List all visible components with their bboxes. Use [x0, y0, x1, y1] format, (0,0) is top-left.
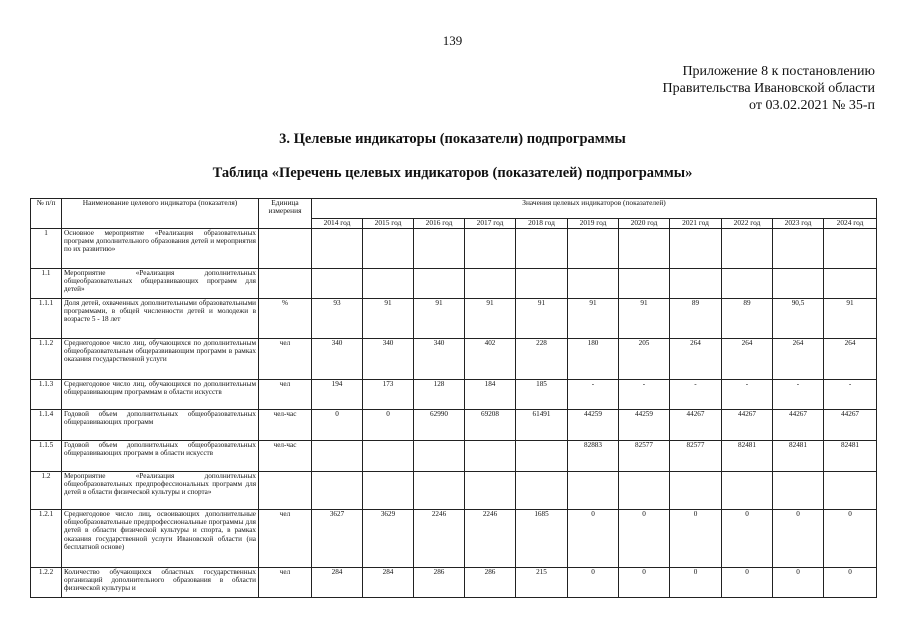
row-value [824, 269, 877, 299]
row-value: 91 [824, 299, 877, 339]
row-value: 82481 [722, 441, 773, 472]
header-year: 2019 год [568, 219, 619, 229]
row-num: 1.2.1 [31, 510, 62, 568]
row-value: 0 [670, 568, 722, 598]
row-value: 91 [619, 299, 670, 339]
row-value: 44267 [722, 410, 773, 441]
row-value [722, 472, 773, 510]
row-value: 173 [363, 380, 414, 410]
row-num: 1.1.1 [31, 299, 62, 339]
row-value [516, 269, 568, 299]
header-year: 2023 год [773, 219, 824, 229]
row-value: 93 [312, 299, 363, 339]
row-unit: чел-час [259, 441, 312, 472]
row-value [722, 269, 773, 299]
row-value [363, 229, 414, 269]
row-value: 44267 [773, 410, 824, 441]
header-unit: Единица измерения [259, 199, 312, 229]
row-value: - [568, 380, 619, 410]
row-value [773, 229, 824, 269]
row-value: 3627 [312, 510, 363, 568]
table-row [31, 568, 877, 598]
row-value: 91 [465, 299, 516, 339]
row-value [312, 269, 363, 299]
page-number: 139 [442, 33, 463, 48]
row-value: 0 [619, 568, 670, 598]
row-value: 0 [824, 568, 877, 598]
indicators-table [30, 198, 877, 598]
row-num: 1.2 [31, 472, 62, 510]
header-year: 2017 год [465, 219, 516, 229]
row-value: 286 [414, 568, 465, 598]
row-value: 264 [722, 339, 773, 380]
row-name: Мероприятие «Реализация дополнительных общеобразовательных предпрофессиональных программ для детей в области физической культуры и спорта» [62, 472, 259, 510]
row-value [465, 269, 516, 299]
header-year: 2016 год [414, 219, 465, 229]
row-value: 82577 [670, 441, 722, 472]
row-value: 91 [568, 299, 619, 339]
row-value: 89 [670, 299, 722, 339]
row-value [312, 472, 363, 510]
row-value: 340 [414, 339, 465, 380]
row-value: 91 [414, 299, 465, 339]
row-value [773, 269, 824, 299]
row-value [568, 229, 619, 269]
table-row [31, 441, 877, 472]
row-name: Количество обучающихся областных государственных организаций дополнительного образования в области физической культуры и [62, 568, 259, 598]
row-value: 0 [568, 568, 619, 598]
row-value: - [773, 380, 824, 410]
row-value: 3629 [363, 510, 414, 568]
row-value [363, 441, 414, 472]
row-value: 0 [312, 410, 363, 441]
row-value [670, 472, 722, 510]
row-value: 0 [363, 410, 414, 441]
table-row [31, 510, 877, 568]
row-value [363, 472, 414, 510]
row-value: 228 [516, 339, 568, 380]
header-year: 2022 год [722, 219, 773, 229]
row-value [516, 229, 568, 269]
row-num: 1.1.3 [31, 380, 62, 410]
row-value [824, 472, 877, 510]
row-num: 1.2.2 [31, 568, 62, 598]
row-value [619, 472, 670, 510]
row-value: 0 [670, 510, 722, 568]
row-value: 264 [670, 339, 722, 380]
row-value: 194 [312, 380, 363, 410]
row-name: Основное мероприятие «Реализация образовательных программ дополнительного образования детей и мероприятия по их развитию» [62, 229, 259, 269]
row-value: 62990 [414, 410, 465, 441]
header-year: 2020 год [619, 219, 670, 229]
header-values: Значения целевых индикаторов (показателей) [312, 199, 877, 219]
row-value [465, 472, 516, 510]
row-value [414, 472, 465, 510]
row-value: 264 [773, 339, 824, 380]
row-num: 1.1.4 [31, 410, 62, 441]
appendix-line-2: Правительства Ивановской области [662, 81, 875, 96]
row-value [670, 269, 722, 299]
row-value: 82481 [824, 441, 877, 472]
row-value [619, 229, 670, 269]
row-unit: чел [259, 568, 312, 598]
row-value: 44267 [824, 410, 877, 441]
header-year: 2021 год [670, 219, 722, 229]
row-value: 91 [363, 299, 414, 339]
row-value: - [722, 380, 773, 410]
row-value: 402 [465, 339, 516, 380]
row-value: 82481 [773, 441, 824, 472]
row-value: 44259 [568, 410, 619, 441]
row-value: 340 [363, 339, 414, 380]
row-value [670, 229, 722, 269]
row-value [312, 441, 363, 472]
row-num: 1.1.5 [31, 441, 62, 472]
row-value: 61491 [516, 410, 568, 441]
row-value: 284 [312, 568, 363, 598]
row-value: 215 [516, 568, 568, 598]
row-value: 69208 [465, 410, 516, 441]
appendix-line-1: Приложение 8 к постановлению [682, 64, 875, 79]
row-value: 340 [312, 339, 363, 380]
appendix-block [663, 63, 875, 114]
header-year: 2018 год [516, 219, 568, 229]
row-value [465, 441, 516, 472]
row-num: 1.1 [31, 269, 62, 299]
row-value: 286 [465, 568, 516, 598]
row-value: 2246 [465, 510, 516, 568]
row-unit [259, 229, 312, 269]
row-value: 44267 [670, 410, 722, 441]
row-value [414, 269, 465, 299]
row-value: 0 [568, 510, 619, 568]
appendix-line-3: от 03.02.2021 № 35-п [749, 98, 875, 113]
row-unit: чел [259, 380, 312, 410]
row-value: 90,5 [773, 299, 824, 339]
table-row [31, 269, 877, 299]
row-name: Годовой объем дополнительных общеобразовательных общеразвивающих программ [62, 410, 259, 441]
row-value: 205 [619, 339, 670, 380]
row-value: - [619, 380, 670, 410]
row-value: 82577 [619, 441, 670, 472]
row-value: 44259 [619, 410, 670, 441]
table-title: Таблица «Перечень целевых индикаторов (показателей) подпрограммы» [212, 165, 693, 181]
row-value [363, 269, 414, 299]
row-value [516, 441, 568, 472]
table-row [31, 229, 877, 269]
row-value: 184 [465, 380, 516, 410]
row-name: Среднегодовое число лиц, обучающихся по дополнительным общеобразовательным общеразвивающим программ в рамках оказания государственной услуги [62, 339, 259, 380]
row-unit: чел [259, 339, 312, 380]
header-year: 2014 год [312, 219, 363, 229]
row-value [722, 229, 773, 269]
table-row [31, 472, 877, 510]
row-value: 180 [568, 339, 619, 380]
row-unit: % [259, 299, 312, 339]
row-value: 0 [824, 510, 877, 568]
row-value [312, 229, 363, 269]
row-value: 0 [773, 510, 824, 568]
row-num: 1 [31, 229, 62, 269]
row-value: 91 [516, 299, 568, 339]
row-value: - [670, 380, 722, 410]
table-row [31, 339, 877, 380]
header-year: 2015 год [363, 219, 414, 229]
row-value [568, 472, 619, 510]
header-num: № п/п [31, 199, 62, 229]
row-value: 82883 [568, 441, 619, 472]
row-value [773, 472, 824, 510]
row-name: Среднегодовое число лиц, освоивающих дополнительные общеобразовательные предпрофессиональные программы для детей в области физической культуры и спорта, в рамках оказания государственной услуги Ивановской области (на бесплатной основе) [62, 510, 259, 568]
header-year: 2024 год [824, 219, 877, 229]
row-unit: чел [259, 510, 312, 568]
row-value [414, 441, 465, 472]
row-value: 1685 [516, 510, 568, 568]
row-value: 0 [619, 510, 670, 568]
table-row [31, 299, 877, 339]
row-value: 284 [363, 568, 414, 598]
table-row [31, 410, 877, 441]
row-num: 1.1.2 [31, 339, 62, 380]
row-name: Годовой объем дополнительных общеобразовательных общеразвивающих программ в области искусств [62, 441, 259, 472]
row-value [465, 229, 516, 269]
row-unit [259, 472, 312, 510]
header-name: Наименование целевого индикатора (показателя) [62, 199, 259, 229]
table-row [31, 380, 877, 410]
row-value: 128 [414, 380, 465, 410]
row-value: 0 [722, 510, 773, 568]
row-value [619, 269, 670, 299]
row-value: 185 [516, 380, 568, 410]
row-value [516, 472, 568, 510]
row-unit: чел-час [259, 410, 312, 441]
row-value: 0 [722, 568, 773, 598]
row-value: 89 [722, 299, 773, 339]
row-value: 0 [773, 568, 824, 598]
row-value [824, 229, 877, 269]
row-value: 2246 [414, 510, 465, 568]
row-value [414, 229, 465, 269]
row-name: Мероприятие «Реализация дополнительных общеобразовательных общеразвивающих программ для детей» [62, 269, 259, 299]
section-title: 3. Целевые индикаторы (показатели) подпрограммы [279, 131, 626, 147]
row-value: - [824, 380, 877, 410]
row-name: Доля детей, охваченных дополнительными образовательными программами, в общей численности детей и молодежи в возрасте 5 - 18 лет [62, 299, 259, 339]
row-unit [259, 269, 312, 299]
row-name: Среднегодовое число лиц, обучающихся по дополнительным общеразвивающим программам в области искусств [62, 380, 259, 410]
row-value: 264 [824, 339, 877, 380]
row-value [568, 269, 619, 299]
